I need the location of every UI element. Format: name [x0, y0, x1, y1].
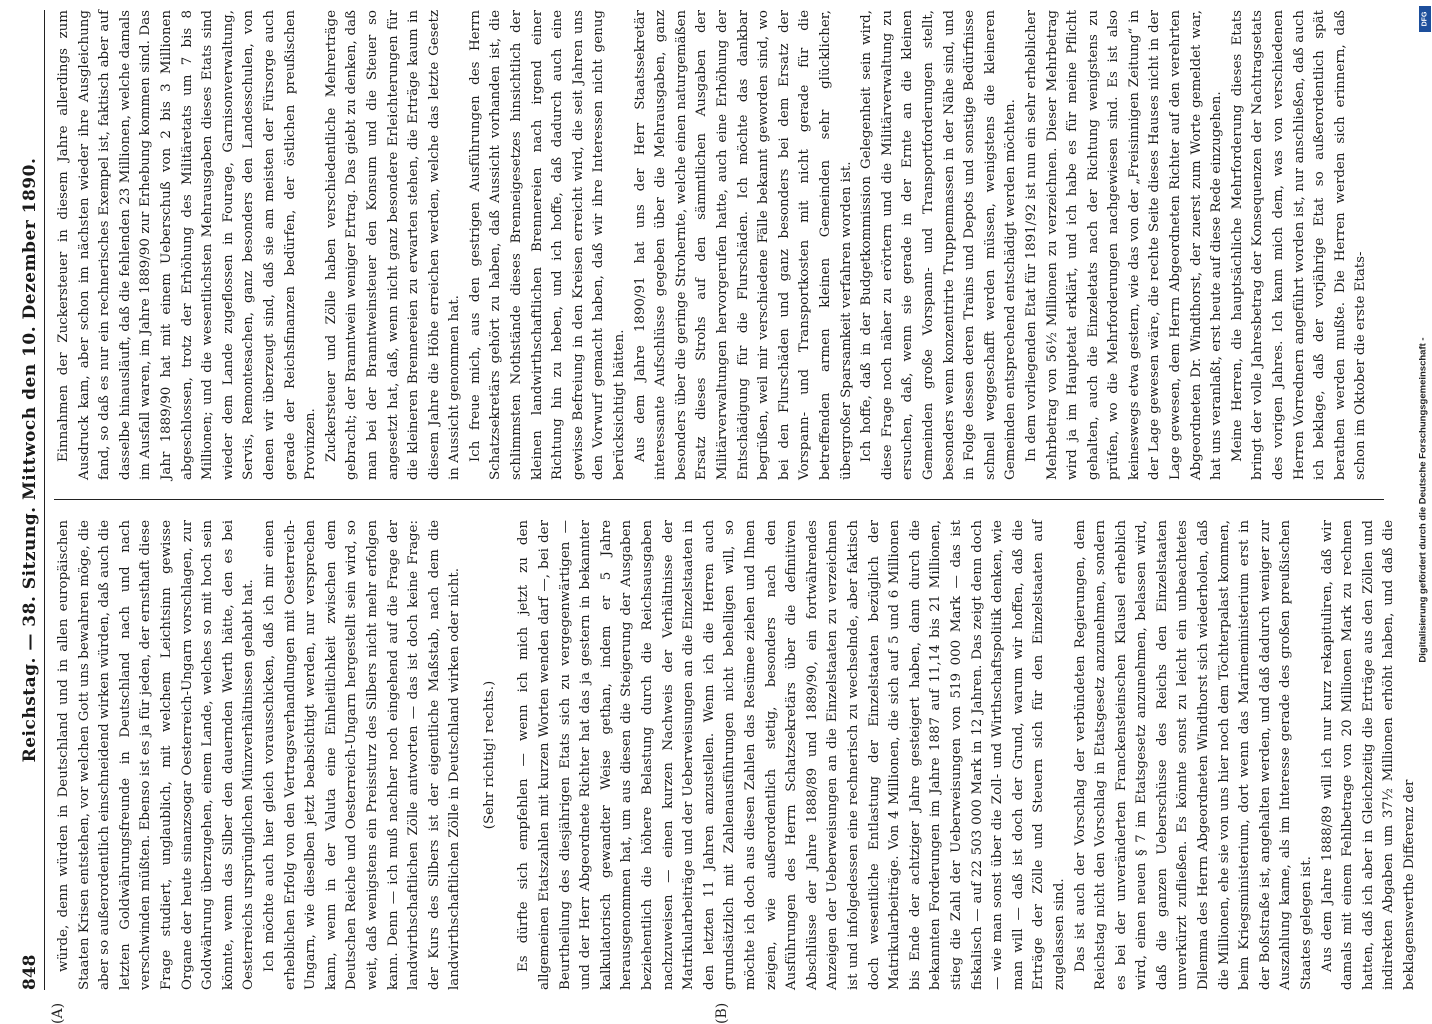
- credit-text: Digitalisierung gefördert durch die Deutsche Forschungsgemeinschaft -: [1417, 337, 1429, 663]
- scanned-page-frame: [14, 10, 1418, 1024]
- paragraph: Ich möchte auch hier gleich vorausschicken, daß ich mir einen erheblichen Erfolg von den Vertragsverhandlungen mit Oesterreich-Ungarn, wie dieselben jetzt beabsichtigt werden, nur versprechen kann, wenn in der Valuta eine Einheitlichkeit zwischen dem Deutschen Reiche und Oesterreich-Ungarn hergestellt sein wird, so weit, daß wenigstens ein Preissturz des Silbers nicht mehr erfolgen kann. Denn — ich muß nachher noch eingehend auf die Frage der landwirthschaftlichen Zölle antworten — das ist doch keine Frage: der Kurs des Silbers ist der eigentliche Maßstab, nach dem die landwirthschaftlichen Zölle in Deutschland wirken oder nicht.: [261, 520, 463, 990]
- dfg-logo-text: DFG: [1421, 11, 1429, 27]
- paragraph: Zuckersteuer und Zölle haben verschiedentliche Mehrerträge gebracht; der Branntwein weniger Ertrag. Das giebt zu denken, daß man bei der Branntweinsteuer den Konsum und die Steuer so angesetzt hat, daß, wenn nicht ganz besondere Erleichterungen für die kleineren Brennereien zu erwarten stehen, die Erträge kaum in diesem Jahre die Höhe erreichen werden, welche das letzte Gesetz in Aussicht genommen hat.: [323, 10, 463, 480]
- paragraph: Es dürfte sich empfehlen — wenn ich mich jetzt zu den allgemeinen Etatszahlen mit kurzen Worten wenden darf —, bei der Beurtheilung des diesjährigen Etats sich zu vergegenwärtigen — und der Herr Abgeordnete Richter hat das ja gestern in bekannter kalkulatorisch gewandter Weise gethan, indem er 5 Jahre herausgenommen hat, um aus diesen die Steigerung der Ausgaben beziehentlich die höhere Belastung durch die Reichsausgaben nachzuweisen — einen kurzen Nachweis der Verhältnisse der Matrikularbeiträge und der Ueberweisungen an die Einzelstaaten in den letzten 11 Jahren anzustellen. Wenn ich die Herren auch grundsätzlich mit Zahlenausführungen nicht behelligen will, so möchte ich doch aus diesen Zahlen das Resümee ziehen und Ihnen zeigen, wie außerordentlich stetig, besonders nach den Ausführungen des Herrn Schatzsekretärs über die definitiven Abschlüsse der Jahre 1888/89 und 1889/90, ein fortwährendes Anzeigen der Ueberweisungen an die Einzelstaaten zu verzeichnen ist und infolgedessen eine rechnerisch zu wechselnde, aber faktisch doch wesentliche Entlastung der Einzelstaaten bezüglich der Matrikularbeiträge. Von 4 Millionen, die sich auf 5 und 6 Millionen bis Ende der achtziger Jahre gesteigert haben, dann durch die bekannten Forderungen im Jahre 1887 auf 11,14 bis 21 Millionen, stieg die Zahl der Ueberweisungen von 519 000 Mark — das ist fiskalisch — auf 22 503 000 Mark in 12 Jahren. Das zeigt denn doch — wie man sonst über die Zoll- und Wirthschaftspolitik denken, wie man will — daß ist doch der Grund, warum wir hoffen, daß die Erträge der Zölle und Steuern sich für den Einzelstaaten auf zugelassen sind.: [516, 520, 1067, 990]
- running-title: Reichstag. — 38. Sitzung. Mittwoch den 10. Dezember 1890.: [20, 157, 40, 763]
- paragraph: Einnahmen der Zuckersteuer in diesem Jahre allerdings zum Ausdruck kam, aber schon im nächsten wieder ihre Ausgleichung fand, so daß es nur ein rechnerisches Exempel ist, faktisch aber auf dasselbe hinausläuft, daß die fehlenden 23 Millionen, welche damals im Ausfall waren, im Jahre 1889/90 zur Erhebung kommen sind. Das Jahr 1889/90 hat mit einem Ueberschuß von 2 bis 3 Millionen abgeschlossen, trotz der Erhöhung des Militäretats um 7 bis 8 Millionen; und die wesentlichsten Mehrausgaben dieses Etats sind wieder dem Lande zugeflossen in Fourage, Garnisonverwaltung, Servis, Remontesachen, ganz besonders den Landesschulen, von denen wir überzeugt sind, daß sie am meisten der Fürsorge auch gerade der Reichsfinanzen bedürfen, der östlichen preußischen Provinzen.: [56, 10, 319, 480]
- paragraph: Das ist auch der Vorschlag der verbündeten Regierungen, dem Reichstag nicht den Vorschlag in Etatsgesetz anzunehmen, sondern es bei der unveränderten Franckensteinschen Klausel erheblich wird, einen neuen § 7 im Etatsgesetz anzunehmen, belassen wird, daß die ganzen Ueberschüsse des Reichs den Einzelstaaten unverkürzt zufließen. Es könnte sonst zu leicht ein unbeachtetes Dilemma des Herrn Abgeordneten Windthorst sich wiederholen, daß die Millionen, ehe sie von uns hier noch dem Töchterpalast kommen, beim Kriegsministerium, dort wenn das Marineministerium erst in der Boßstraße ist, angehalten werden, und daß dadurch weniger zur Auszahlung kame, als im Interesse gerade des großen preußischen Staates gelegen ist.: [1072, 520, 1315, 990]
- page-header: [14, 10, 45, 990]
- margin-marker-a: (A): [50, 1002, 66, 1024]
- paragraph: Ich hoffe, daß in der Budgetkommission Gelegenheit sein wird, diese Frage noch näher zu erörtern und die Militärverwaltung zu ersuchen, daß, wenn sie gerade in der Ernte an die kleinen Gemeinden große Vorspann- und Transportforderungen stellt, besonders wenn konzentrirte Truppenmassen in der Nähe sind, und in Folge dessen deren Trains und Depots und sonstige Bedürfnisse schnell weggeschafft werden müssen, wenigstens die kleineren Gemeinden entsprechend entschädigt werden möchten.: [859, 10, 1019, 480]
- paragraph: würde, denn würden in Deutschland und in allen europäischen Staaten Krisen entstehen, vor welchen Gott uns bewahren möge, die aber so außerordentlich einschneidend wirken würden, daß auch die letzten Goldwährungsfreunde in Deutschland nach und nach verschwinden müßten. Ebenso ist es ja für jeden, der ernsthaft diese Frage studiert, unglaublich, mit welchem Leichtsinn gewisse Organe der heute sinanzsogar Oesterreich-Ungarn vorschlagen, zur Goldwährung überzugehen, einem Lande, welches so mit hoch sein könnte, wenn das Silber den dauernden Werth hätte, den es bei Oesterreichs ursprünglichen Münzverhältnissen gehabt hat.: [56, 520, 257, 990]
- text-columns: [54, 10, 1417, 990]
- left-column: [54, 520, 1417, 990]
- paragraph: Aus dem Jahre 1890/91 hat uns der Herr Staatssekretär interessante Aufschlüsse gegeben über die Mehrausgaben, ganz besonders über die geringe Strohernte, welche einen naturgemäßen Ersatz dieses Strohs auf den sämmtlichen Ausgaben der Militärverwaltungen hervorgerufen hatte, auch eine Erhöhung der Entschädigung für die Flurschäden. Ich möchte das dankbar begrüßen, weil mir verschiedene Fälle bekannt geworden sind, wo bei den Flurschäden und ganz besonders bei dem Ersatz der Vorspann- und Transportkosten mit nicht gerade für die betreffenden armen kleinen Gemeinden sehr glücklicher, übergroßer Sparsamkeit verfahren worden ist.: [632, 10, 854, 480]
- paragraph: Aus dem Jahre 1888/89 will ich nur kurz rekapituliren, daß wir damals mit einem Fehlbetrage von 20 Millionen Mark zu rechnen hatten, daß ich aber in Gleichzeitig die Erträge aus den Zöllen und indirekten Abgaben um 37½ Millionen erhöht haben, und daß die beklagenswerthe Differenz der: [1319, 520, 1417, 990]
- column-divider: [54, 499, 1384, 500]
- interjection: (Sehr richtig! rechts.): [481, 680, 497, 830]
- margin-marker-b: (B): [714, 1002, 730, 1024]
- document-page: [14, 10, 1418, 1024]
- paragraph: Meine Herren, die hauptsächliche Mehrforderung dieses Etats bringt der volle Jahresbetrag der Konsequenzen der Nachtragsetats des vorigen Jahres. Ich kann mich dem, was von verschiedenen Herren Vorrednern angeführt worden ist, nur anschließen, daß auch ich beklage, daß der vorjährige Etat so außerordentlich spät berathen werden mußte. Die Herren werden sich erinnern, daß schon im Oktober die erste Etats-: [1229, 10, 1369, 480]
- right-column: [54, 10, 1384, 480]
- digitization-credit: [1416, 0, 1430, 1000]
- paragraph: Ich freue mich, aus den gestrigen Ausführungen des Herrn Schatzsekretärs gehört zu haben, daß Aussicht vorhanden ist, die schlimmsten Nothstände dieses Brenneigesetzes hinsichtlich der kleinen landwirthschaftlichen Brennereien nach irgend einer Richtung hin zu heben, und ich hoffe, daß dadurch auch eine gewisse Befreiung in den Kreisen erreicht wird, die seit Jahren uns den Vorwurf gemacht haben, daß wir ihre Interessen nicht genug berücksichtigt hätten.: [467, 10, 628, 480]
- dfg-logo: [1419, 6, 1431, 32]
- page-number: 848: [20, 954, 40, 990]
- paragraph: In dem vorliegenden Etat für 1891/92 ist nun ein sehr erheblicher Mehrbetrag von 56½ Millionen zu verzeichnen. Dieser Mehrbetrag wird ja im Hauptetat erklärt, und ich habe es für meine Pflicht gehalten, auch die Einzeletats nach der Richtung wenigstens zu prüfen, wo die Mehrforderungen nachgewiesen sind. Es ist also keineswegs etwa gestern, wie das von der „Freisinnigen Zeitung“ in der Lage gewesen wäre, die rechte Seite dieses Hauses nicht in der Lage gewesen, dem Herrn Abgeordneten Richter auf den verehrten Abgeordneten Dr. Windthorst, der zuerst zum Worte gemeldet war, hat uns veranlaßt, erst heute auf diese Rede einzugehen.: [1023, 10, 1225, 480]
